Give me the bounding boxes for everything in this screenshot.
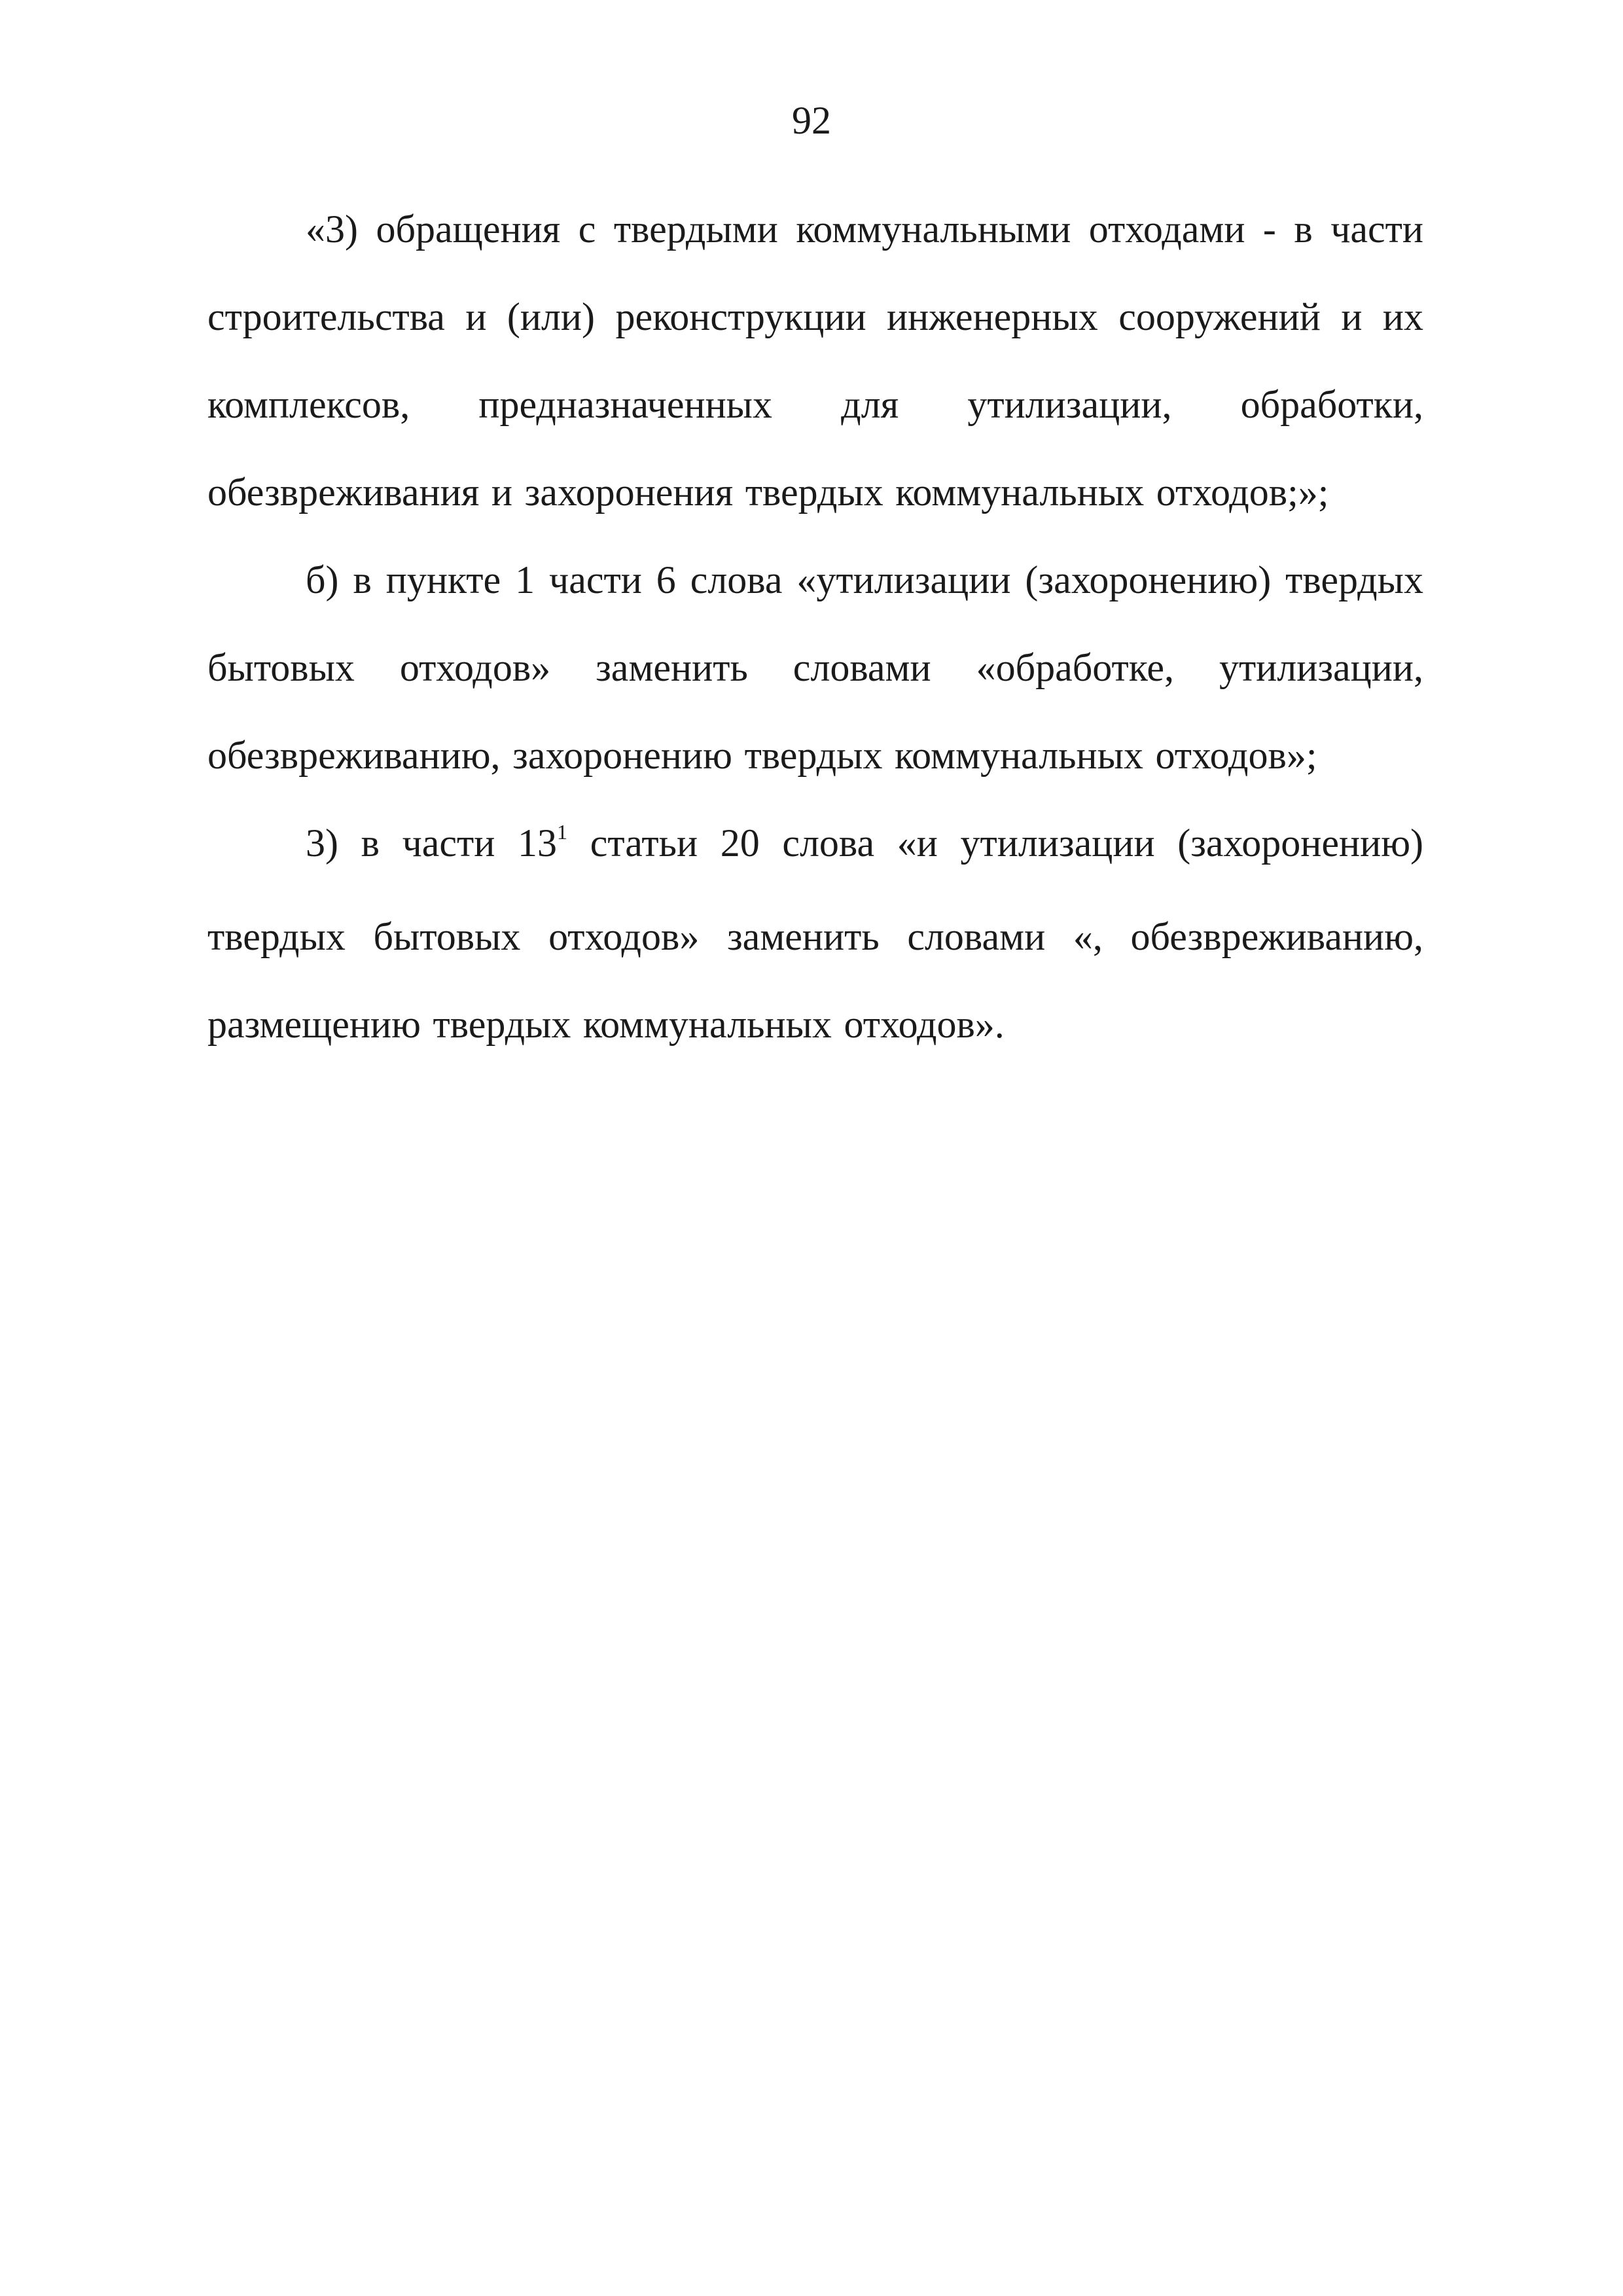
paragraph-item-3-article-20 <box>207 799 1423 1068</box>
paragraph-item-3-definition: «3) обращения с твердыми коммунальными отходами - в части строительства и (или) реконструкции инженерных сооружений и их комплексов, предназначенных для утилизации, обработки, обезвреживания и захоронения твердых коммунальных отходов;»; <box>207 207 1423 514</box>
page-number: 92 <box>792 99 831 142</box>
paragraph-text-before: 3) в части 13 <box>306 821 558 865</box>
superscript-index: 1 <box>557 820 568 844</box>
paragraph-text-after: статьи 20 слова «и утилизации (захоронению) твердых бытовых отходов» заменить словами «, обезвреживанию, размещению твердых коммунальных отходов». <box>207 821 1423 1046</box>
document-body <box>207 185 1423 1068</box>
paragraph-subitem-b: б) в пункте 1 части 6 слова «утилизации (захоронению) твердых бытовых отходов» заменить словами «обработке, утилизации, обезвреживанию, захоронению твердых коммунальных отходов»; <box>207 558 1423 777</box>
